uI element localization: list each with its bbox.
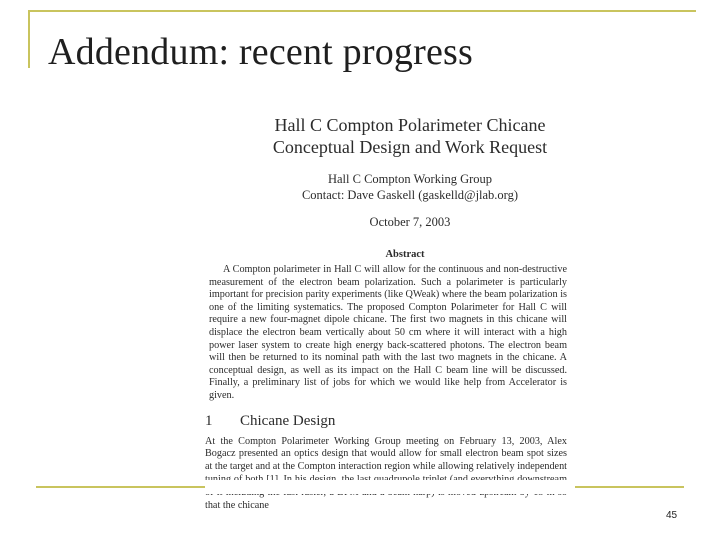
slide-number: 45 [666,510,678,521]
document-contact: Contact: Dave Gaskell (gaskelld@jlab.org) [301,188,519,202]
document-title-line-2: Conceptual Design and Work Request [272,137,548,157]
section-text: At the Compton Polarimeter Working Group meeting on February 13, 2003, Alex Bogacz presented an optics design that would allow for small electron beam spot sizes at the target and at the Compton interaction region while allowing relatively independent that the chicane [205,435,567,511]
footer-rule-gap [205,480,575,494]
document-title [245,114,575,158]
slide-corner-vertical-rule [28,10,30,68]
slide-corner-horizontal-rule [28,10,696,12]
document-title-line-1: Hall C Compton Polarimeter Chicane [274,115,546,135]
section-number: 1 [205,412,213,429]
document-authors [245,171,575,203]
slide-title: Addendum: recent progress [48,31,473,73]
section-title: Chicane Design [240,412,336,429]
document-group: Hall C Compton Working Group [327,172,493,186]
section-heading [205,413,575,430]
document-excerpt-image [205,114,575,540]
document-date: October 7, 2003 [369,215,451,229]
abstract-heading: Abstract [385,249,425,260]
abstract-text: A Compton polarimeter in Hall C will allow for the continuous and non-destructive measurement of the electron beam polarization. Such a polarimeter is particularly important for precision parity experiments (like QWeak) where the beam polarization is one of the limiting systematics. The proposed Compton Polarimeter for Hall C will require a new four-magnet dipole chicane. The first two magnets in this chicane will displace the electron beam vertically about 50 cm where it will interact with a high power laser system to create high energy back-scattered photons. The electron beam will then be returned to its nominal path with the last two magnets in the chicane. A conceptual design, as well as its impact on the Hall C beam line will be discussed. Finally, a preliminary list of jobs for which we would like help from Accelerator is given. [209,264,567,401]
